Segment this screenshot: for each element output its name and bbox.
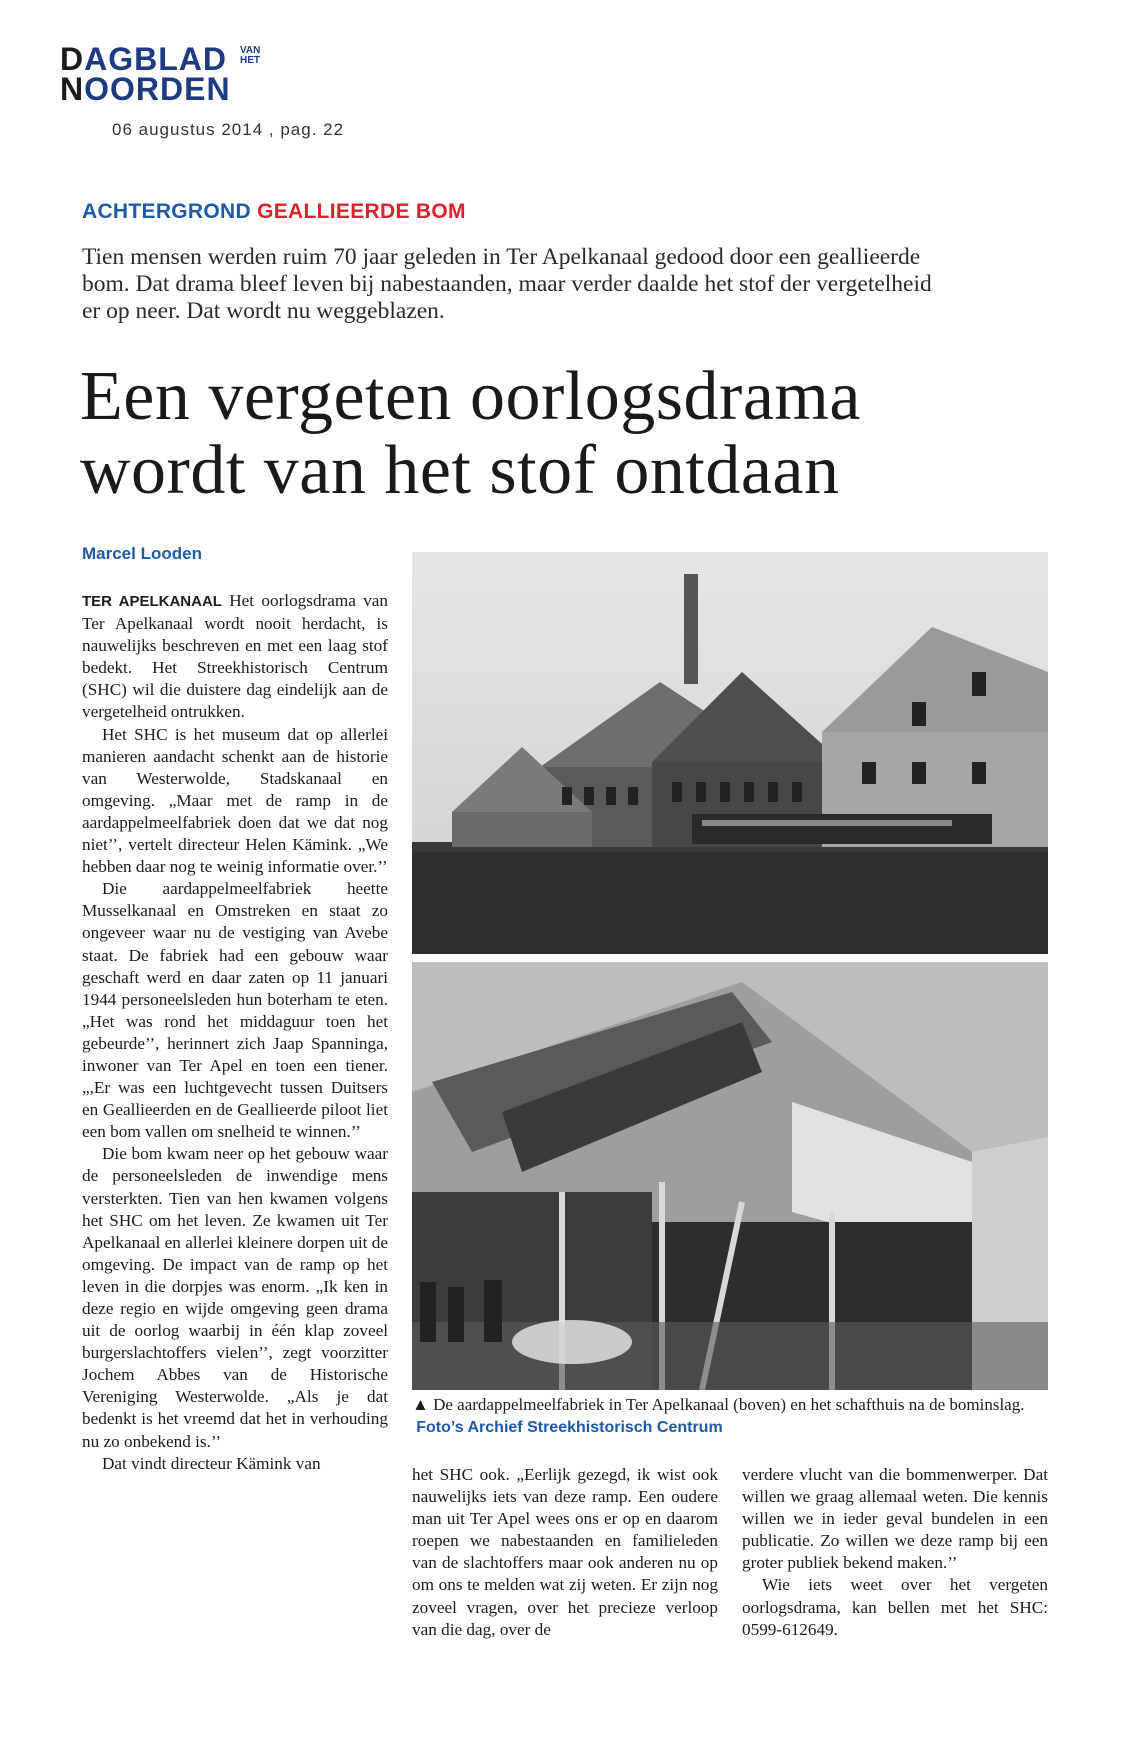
paragraph: verdere vlucht van die bommenwerper. Dat willen we graag allemaal weten. Die kennis willen we in ieder geval bundelen in een publicatie. Zo willen we deze ramp bij een groter publiek bekend maken.’’ (742, 1465, 1048, 1573)
masthead-word-2: OORDEN (84, 71, 231, 107)
factory-photo (412, 552, 1048, 954)
photo-caption (412, 1394, 1052, 1439)
paragraph: Dat vindt directeur Kämink van (102, 1453, 321, 1473)
article-column-1 (82, 590, 388, 1475)
masthead-small-text (240, 46, 260, 66)
article-column-2 (412, 1464, 718, 1641)
paragraph-text: Het oorlogsdrama van Ter Apelkanaal wordt nooit herdacht, is nauwelijks beschreven en met een laag stof bedekt. Het Streekhistorisch Centrum (SHC) wil die duistere dag eindelijk aan de vergetelheid ontrukken. (82, 591, 389, 722)
masthead-word-1: AGBLAD (84, 41, 227, 77)
article-column-3 (742, 1464, 1048, 1641)
dateline: TER APELKANAAL (82, 593, 222, 610)
paragraph (82, 590, 388, 724)
publication-date: 06 augustus 2014 , pag. 22 (112, 120, 345, 139)
kicker-topic: GEALLIEERDE BOM (257, 200, 466, 223)
masthead-initial-d: D (60, 41, 85, 77)
masthead-logo (60, 41, 261, 107)
paragraph: Wie iets weet over het vergeten oorlogsdrama, kan bellen met het SHC: 0599-612649. (742, 1575, 1048, 1639)
factory-illustration (412, 552, 1048, 954)
masthead-small-top: VAN (240, 45, 261, 56)
kicker-section: ACHTERGROND (82, 200, 251, 223)
bombed-building-photo (412, 962, 1048, 1390)
bombed-building-illustration (412, 962, 1048, 1390)
caption-text: De aardappelmeelfabriek in Ter Apelkanaal (boven) en het schafthuis na de bominslag. (433, 1395, 1025, 1414)
article-byline: Marcel Looden (82, 544, 202, 563)
paragraph: Die bom kwam neer op het gebouw waar de personeelsleden de inwendige mens versterkten. Tien van hen kwamen volgens het SHC om het leven. Ze kwamen uit Ter Apelkanaal en allerlei kleinere dorpen uit de omgeving. De impact van de ramp op het leven in die dorpjes was enorm. „Ik ken in deze regio en wijde omgeving geen drama uit de oorlog waarbij in één klap zoveel burgerslachtoffers vielen’’, zegt voorzitter Jochem Abbes van de Historische Vereniging Westerwolde. „Als je dat bedenkt is het vreemd dat het in verhouding nu zo onbekend is.’’ (82, 1144, 388, 1451)
paragraph: Die aardappelmeelfabriek heette Musselkanaal en Omstreken en staat zo ongeveer waar nu de vestiging van Avebe staat. De fabriek had een gebouw waar geschaft werd en daar zaten op 11 januari 1944 personeelsleden hun boterham te eten. „Het was rond het middaguur toen het gebeurde’’, herinnert zich Jaap Spanninga, inwoner van Ter Apel en toen een tiener. „,Er was een luchtgevecht tussen Duitsers en Geallieerden en de Geallieerde piloot liet een bom vallen om snelheid te winnen.’’ (82, 879, 388, 1142)
paragraph: het SHC ook. „Eerlijk gezegd, ik wist ook nauwelijks iets van deze ramp. Een oudere man uit Ter Apel wees ons er op en daarom roepen we nabestaanden en familieleden van de slachtoffers maar ook anderen nu op om ons te melden wat zij weten. Er zijn nog zoveel vragen, over het precieze verloop van die dag, over de (412, 1465, 718, 1639)
section-kicker (82, 200, 466, 224)
masthead-line-1 (60, 41, 231, 77)
photo-credit: Foto’s Archief Streekhistorisch Centrum (416, 1419, 723, 1436)
caption-marker-icon: ▲ (412, 1395, 429, 1414)
paragraph: Het SHC is het museum dat op allerlei manieren aandacht schenkt aan de historie van Westerwolde, Stadskanaal en omgeving. „Maar met de ramp in de aardappelmeelfabriek doen dat we dat nog niet’’, vertelt directeur Helen Kämink. „We hebben daar nog te weinig informatie over.’’ (82, 724, 388, 877)
masthead-initial-n: N (60, 71, 85, 107)
article-headline: Een vergeten oorlogsdrama wordt van het stof ontdaan (80, 358, 861, 509)
masthead-line-2 (60, 71, 231, 107)
article-intro: Tien mensen werden ruim 70 jaar geleden in Ter Apelkanaal gedood door een geallieerde bom. Dat drama bleef leven bij nabestaanden, maar verder daalde het stof der vergetelheid er op neer. Dat wordt nu weggeblazen. (82, 244, 932, 324)
masthead-small-bottom: HET (240, 55, 260, 66)
